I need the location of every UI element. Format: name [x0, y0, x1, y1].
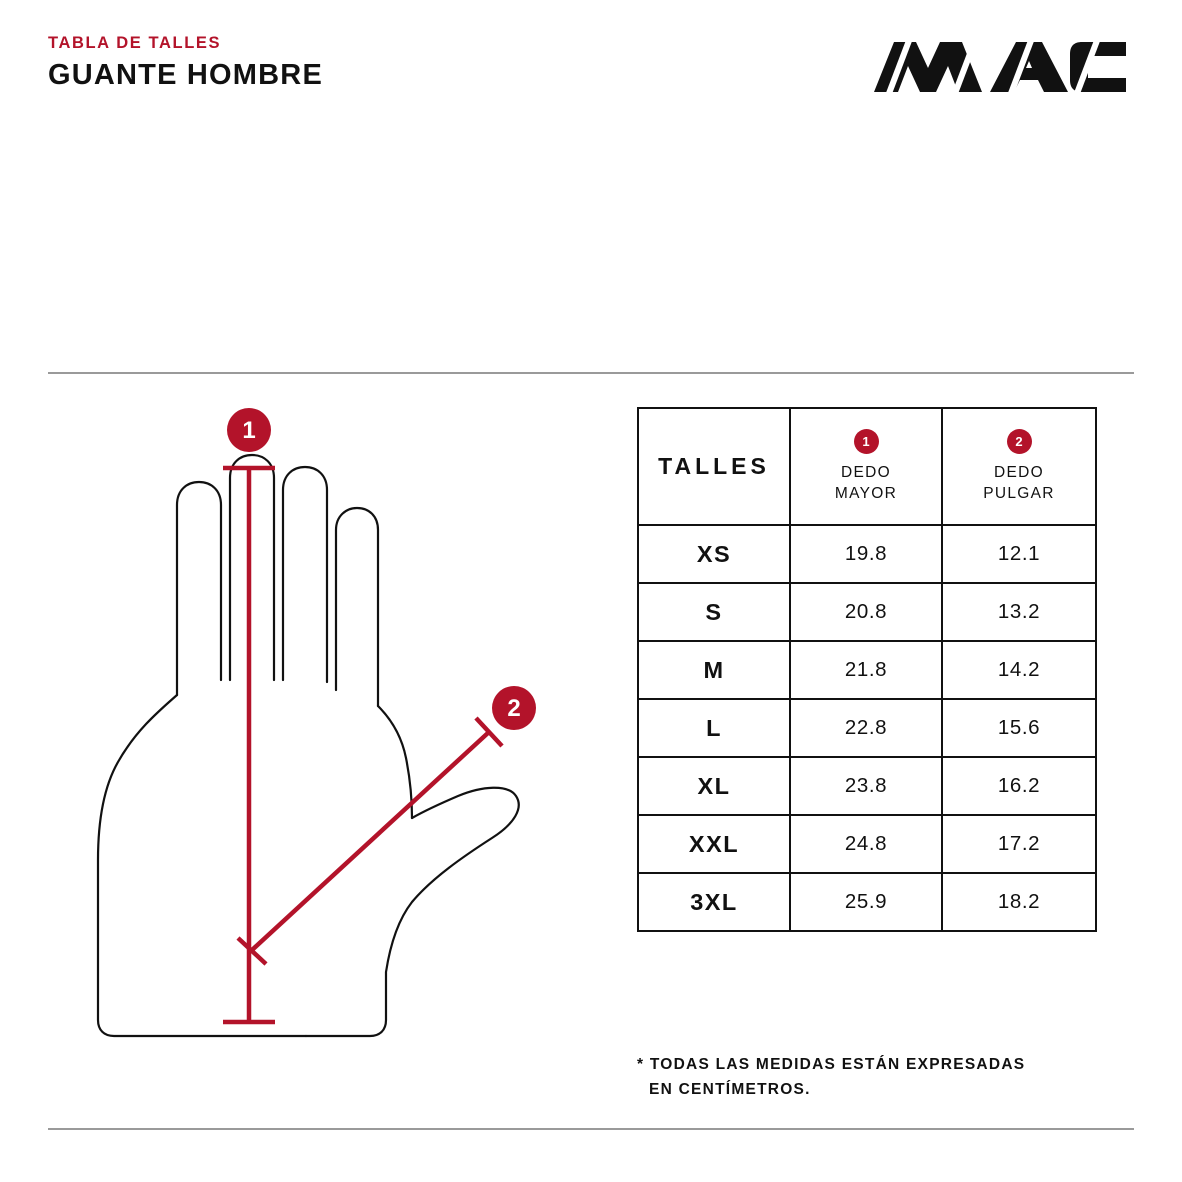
cell-dedo-pulgar: 16.2	[942, 757, 1096, 815]
header-dedo-mayor-line1: DEDO	[841, 463, 891, 481]
page-kicker: TABLA DE TALLES	[48, 34, 222, 52]
table-row	[638, 699, 1096, 757]
cell-size: L	[638, 699, 790, 757]
footnote-line-2: EN CENTÍMETROS.	[649, 1080, 811, 1098]
marker-2-badge	[492, 686, 536, 730]
cell-dedo-mayor: 22.8	[790, 699, 942, 757]
cell-dedo-mayor: 19.8	[790, 525, 942, 583]
mac-logo	[870, 36, 1132, 98]
footnote	[637, 1053, 1107, 1103]
size-table-wrapper	[637, 407, 1095, 932]
divider-bottom	[48, 1128, 1134, 1130]
header-sizes	[638, 408, 790, 525]
page-title: GUANTE HOMBRE	[48, 59, 323, 91]
cell-dedo-pulgar: 18.2	[942, 873, 1096, 931]
table-row	[638, 757, 1096, 815]
cell-dedo-mayor: 24.8	[790, 815, 942, 873]
badge-1-icon: 1	[854, 429, 879, 454]
header-sizes-label: TALLES	[658, 453, 770, 479]
header-dedo-pulgar	[942, 408, 1096, 525]
footnote-line-1: * TODAS LAS MEDIDAS ESTÁN EXPRESADAS	[637, 1056, 1026, 1073]
marker-1-badge	[227, 408, 271, 452]
svg-text:2: 2	[507, 695, 521, 722]
cell-dedo-pulgar: 15.6	[942, 699, 1096, 757]
hand-outline	[98, 455, 519, 1036]
size-table	[637, 407, 1097, 932]
cell-size: XXL	[638, 815, 790, 873]
cell-size: M	[638, 641, 790, 699]
header-dedo-mayor-line2: MAYOR	[834, 484, 898, 502]
header-dedo-pulgar-line1: DEDO	[994, 463, 1044, 481]
cell-dedo-pulgar: 12.1	[942, 525, 1096, 583]
cell-size: S	[638, 583, 790, 641]
badge-2-icon: 2	[1007, 429, 1032, 454]
cell-size: 3XL	[638, 873, 790, 931]
table-header-row	[638, 408, 1096, 525]
table-row	[638, 525, 1096, 583]
measure-line-2	[238, 718, 502, 964]
cell-dedo-mayor: 23.8	[790, 757, 942, 815]
table-row	[638, 641, 1096, 699]
header-dedo-pulgar-line2: PULGAR	[983, 484, 1055, 502]
cell-dedo-mayor: 20.8	[790, 583, 942, 641]
table-row	[638, 815, 1096, 873]
cell-dedo-pulgar: 14.2	[942, 641, 1096, 699]
cell-size: XL	[638, 757, 790, 815]
svg-text:1: 1	[242, 417, 256, 444]
cell-dedo-pulgar: 13.2	[942, 583, 1096, 641]
divider-top	[48, 372, 1134, 374]
table-row	[638, 583, 1096, 641]
cell-dedo-mayor: 21.8	[790, 641, 942, 699]
table-row	[638, 873, 1096, 931]
cell-size: XS	[638, 525, 790, 583]
cell-dedo-mayor: 25.9	[790, 873, 942, 931]
glove-measurement-illustration	[40, 390, 600, 1070]
cell-dedo-pulgar: 17.2	[942, 815, 1096, 873]
header-dedo-mayor	[790, 408, 942, 525]
